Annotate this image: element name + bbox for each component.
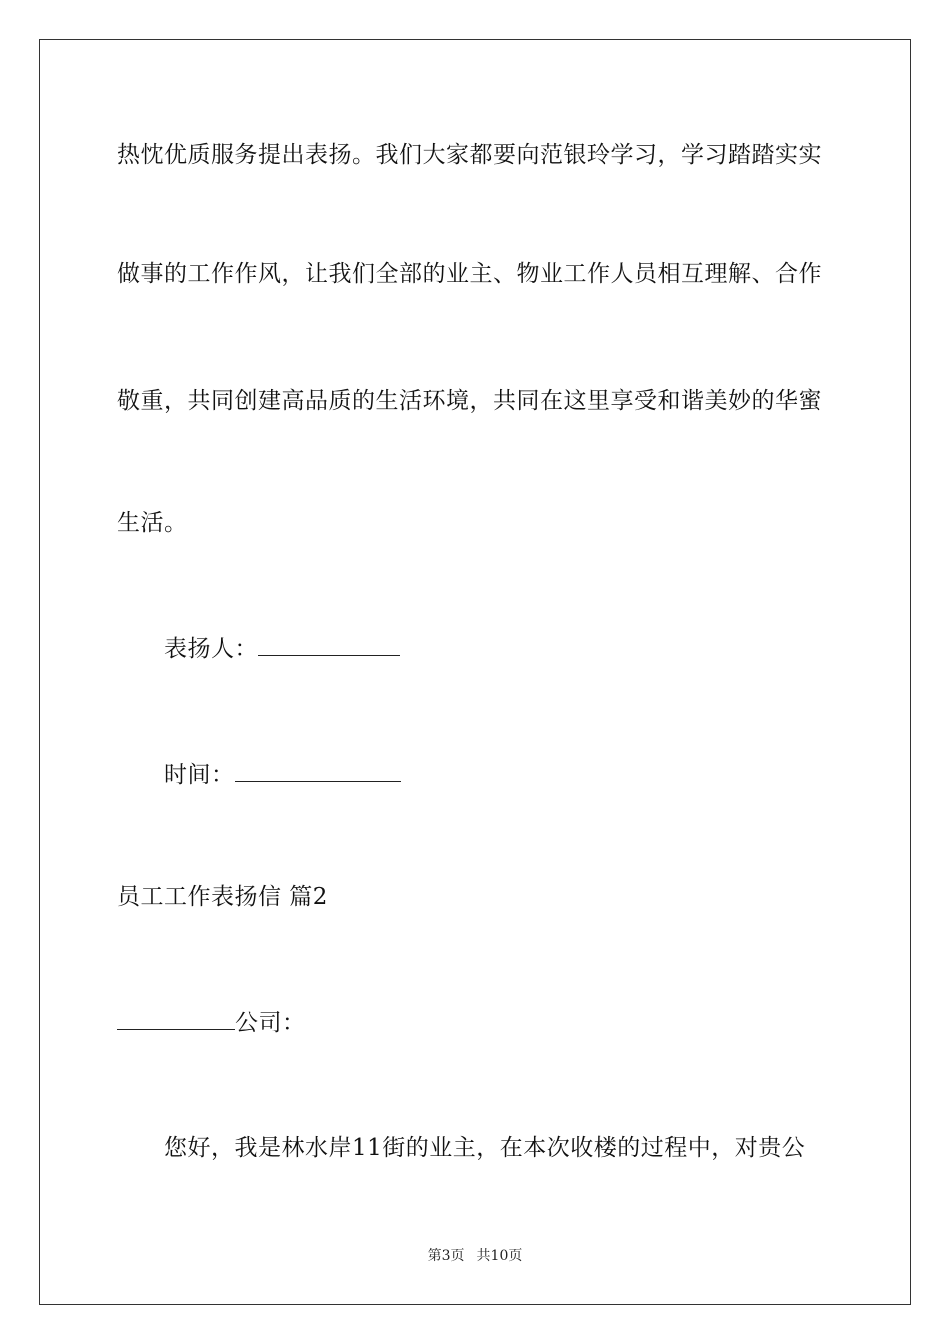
- time-line: [164, 759, 401, 790]
- greeting-line: 您好，我是林水岸11街的业主，在本次收楼的过程中，对贵公: [164, 1135, 806, 1161]
- page-number-total: 共10页: [476, 1248, 523, 1264]
- page-number-current: 第3页: [427, 1248, 465, 1264]
- paragraph-line-4: 生活。: [117, 510, 188, 536]
- time-label: 时间：: [164, 762, 235, 788]
- paragraph-line-2: 做事的工作作风，让我们全部的业主、物业工作人员相互理解、合作: [117, 261, 822, 287]
- paragraph-line-1: 热忱优质服务提出表扬。我们大家都要向范银玲学习，学习踏踏实实: [117, 142, 822, 168]
- section-title: 员工工作表扬信 篇2: [117, 884, 328, 910]
- company-blank: [117, 1007, 235, 1030]
- page-footer: [0, 1247, 950, 1265]
- page-frame: [39, 39, 911, 1305]
- paragraph-line-3: 敬重，共同创建高品质的生活环境，共同在这里享受和谐美妙的华蜜: [117, 388, 822, 414]
- praiser-blank: [258, 633, 400, 656]
- praiser-label: 表扬人：: [164, 636, 258, 662]
- company-line: [117, 1007, 306, 1038]
- praiser-line: [164, 633, 400, 664]
- time-blank: [235, 759, 401, 782]
- company-suffix: 公司：: [235, 1010, 306, 1036]
